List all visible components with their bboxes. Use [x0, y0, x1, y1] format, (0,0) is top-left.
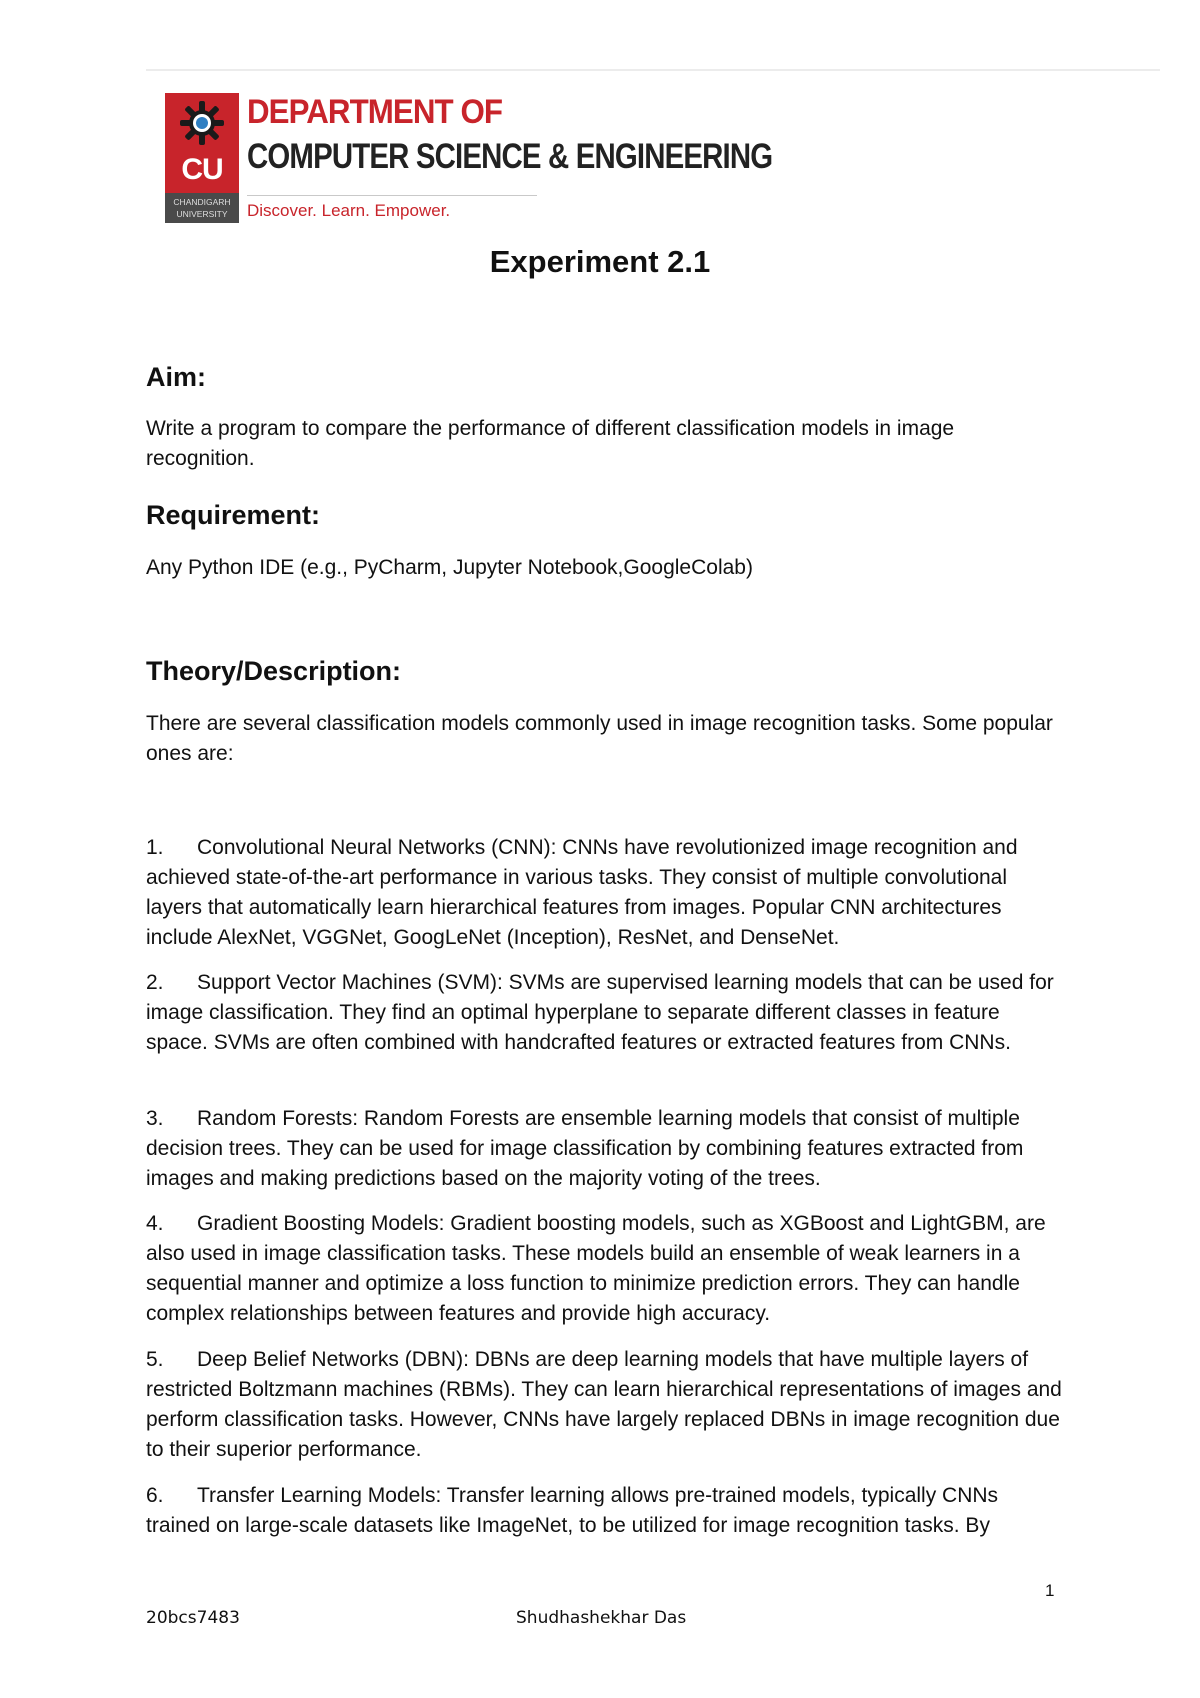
gear-emblem-icon: [178, 99, 226, 147]
list-item: [146, 1104, 1066, 1194]
requirement-text: Any Python IDE (e.g., PyCharm, Jupyter Notebook,GoogleColab): [146, 556, 753, 579]
list-item-number: 2.: [146, 971, 164, 994]
logo-university-name: CHANDIGARH UNIVERSITY: [165, 193, 239, 223]
list-item-text: Gradient Boosting Models: Gradient boosting models, such as XGBoost and LightGBM, are also used in image classification tasks. These models build an ensemble of weak learners in a sequential manner and optimize a loss function to minimize prediction errors. They can handle complex relationships between features and provide high accuracy.: [146, 1212, 1046, 1325]
header-rule: [146, 69, 1160, 71]
list-item: [146, 968, 1066, 1058]
requirement-heading: Requirement:: [146, 500, 321, 530]
list-item-number: 3.: [146, 1107, 164, 1130]
list-item: [146, 1481, 1066, 1541]
page-number: 1: [1045, 1581, 1055, 1600]
footer-student-id: 20bcs7483: [146, 1608, 240, 1628]
aim-heading: Aim:: [146, 362, 206, 392]
theory-intro: There are several classification models commonly used in image recognition tasks. Some popular ones are:: [146, 712, 1053, 765]
list-item-number: 5.: [146, 1348, 164, 1371]
list-item: [146, 1345, 1066, 1465]
list-item-number: 4.: [146, 1212, 164, 1235]
list-item-text: Transfer Learning Models: Transfer learning allows pre-trained models, typically CNNs trained on large-scale datasets like ImageNet, to be utilized for image recognition tasks. By: [146, 1484, 999, 1537]
list-item-text: Random Forests: Random Forests are ensemble learning models that consist of multiple decision trees. They can be used for image classification by combining features extracted from images and making predictions based on the majority voting of the trees.: [146, 1107, 1024, 1190]
list-item-text: Deep Belief Networks (DBN): DBNs are deep learning models that have multiple layers of restricted Boltzmann machines (RBMs). They can learn hierarchical representations of images and perform classification tasks. However, CNNs have largely replaced DBNs in image recognition due to their superior performance.: [146, 1348, 1062, 1461]
experiment-title: Experiment 2.1: [489, 244, 711, 279]
tagline: Discover. Learn. Empower.: [247, 201, 451, 220]
list-item-text: Support Vector Machines (SVM): SVMs are supervised learning models that can be used for image classification. They find an optimal hyperplane to separate different classes in feature space. SVMs are often combined with handcrafted features or extracted features from CNNs.: [146, 971, 1054, 1054]
list-item-number: 1.: [146, 836, 164, 859]
list-item: [146, 833, 1066, 953]
aim-text: Write a program to compare the performance of different classification models in image recognition.: [146, 417, 955, 470]
department-line-1: DEPARTMENT OF: [247, 93, 503, 131]
university-logo: [165, 93, 239, 223]
theory-heading: Theory/Description:: [146, 656, 402, 686]
department-line-2: COMPUTER SCIENCE & ENGINEERING: [247, 137, 773, 176]
list-item-text: Convolutional Neural Networks (CNN): CNNs have revolutionized image recognition and achieved state-of-the-art performance in various tasks. They consist of multiple convolutional layers that automatically learn hierarchical features from images. Popular CNN architectures include AlexNet, VGGNet, GoogLeNet (Inception), ResNet, and DenseNet.: [146, 836, 1018, 949]
logo-initials: CU: [181, 153, 223, 186]
list-item-number: 6.: [146, 1484, 164, 1507]
department-header: [165, 93, 773, 228]
tagline-divider: [247, 195, 537, 196]
footer-student-name: Shudhashekhar Das: [516, 1608, 687, 1628]
list-item: [146, 1209, 1066, 1329]
